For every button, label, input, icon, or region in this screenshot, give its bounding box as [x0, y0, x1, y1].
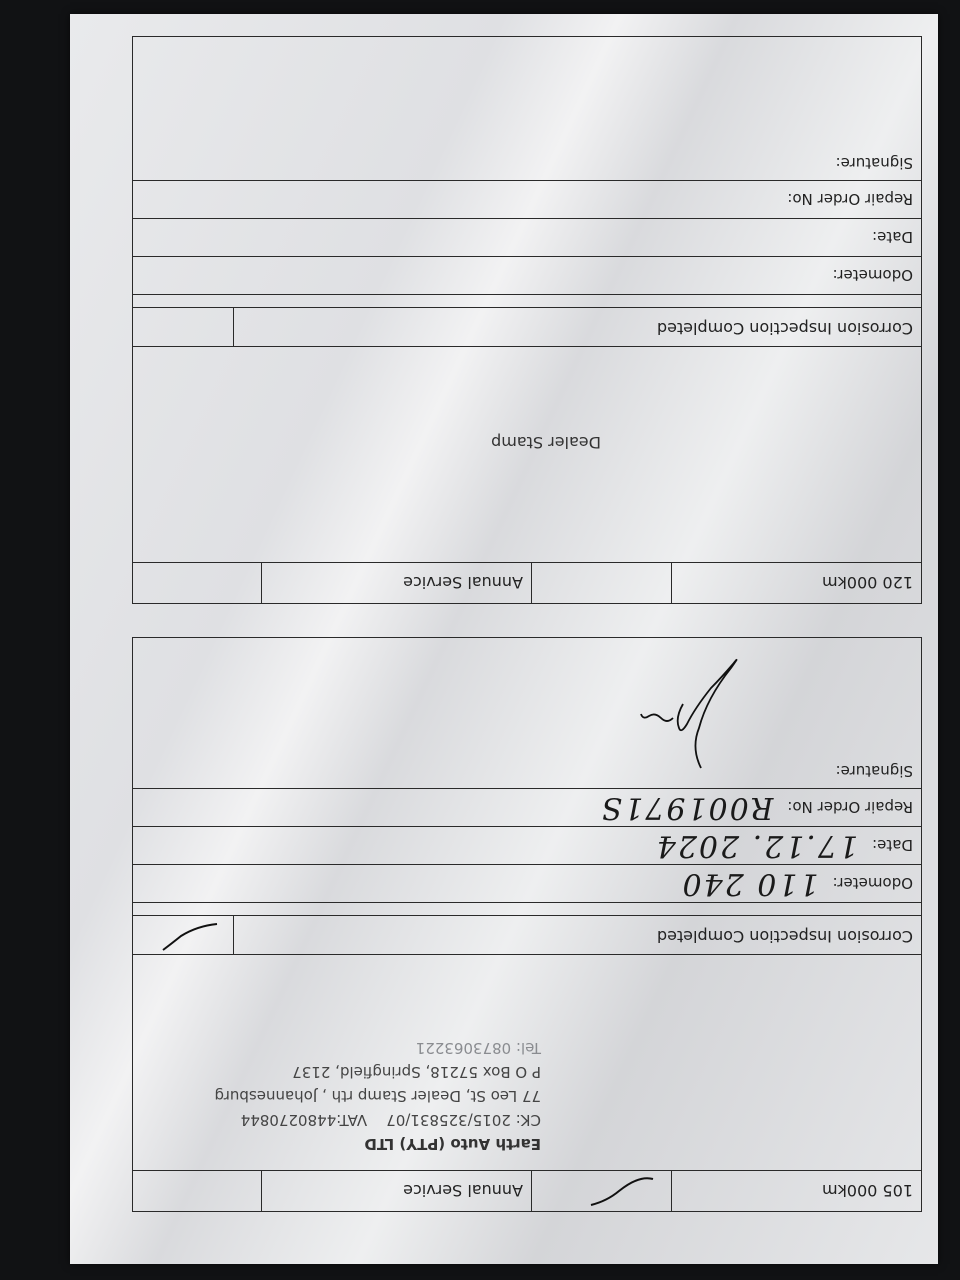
corrosion-label: Corrosion Inspection Completed: [656, 927, 913, 946]
corrosion-check-box: [133, 916, 234, 954]
repair-order-label: Repair Order No:: [787, 190, 913, 209]
stamp-ck-vat: [214, 1108, 541, 1132]
spacer-row: [133, 294, 921, 307]
stamp-company: Earth Auto (PTY) LTD: [364, 1135, 541, 1153]
check-mark-icon: [537, 1173, 667, 1209]
service-header: [133, 562, 921, 603]
service-booklet-page: [70, 14, 938, 1264]
service-record-105000: [132, 637, 922, 1212]
dealer-stamp: [214, 1036, 541, 1156]
odometer-row: [133, 256, 921, 294]
repair-order-handwritten-value: R001971S: [599, 790, 774, 825]
dealer-stamp-label: Dealer Stamp: [491, 433, 601, 452]
corrosion-row: [133, 307, 921, 346]
signature-row: [133, 638, 921, 788]
date-row: [133, 218, 921, 256]
check-mark-icon: [133, 918, 233, 954]
service-tick-box: [531, 1171, 671, 1211]
stamp-tel: Tel: 0873063221: [415, 1039, 541, 1057]
date-handwritten-value: 17.12. 2024: [654, 828, 859, 863]
rotated-document: [70, 14, 938, 1264]
spacer-row: [133, 902, 921, 915]
service-type-label: Annual Service: [261, 1171, 531, 1211]
service-empty-cell: [133, 1171, 261, 1211]
stamp-po-box: P O Box 57218, Springfield, 2137: [292, 1063, 541, 1081]
service-record-120000: [132, 36, 922, 604]
corrosion-check-box: [133, 308, 234, 346]
odometer-row: [133, 864, 921, 902]
handwritten-signature: [571, 648, 791, 788]
service-header: [133, 1170, 921, 1211]
repair-order-row: [133, 788, 921, 826]
date-label: Date:: [872, 228, 913, 247]
signature-row: [133, 30, 921, 180]
signature-label: Signature:: [835, 762, 913, 780]
stamp-vat: VAT:4480270844: [240, 1111, 368, 1129]
signature-label: Signature:: [835, 154, 913, 172]
dealer-stamp-area: [133, 346, 921, 562]
stamp-address: 77 Leo St, Dealer Stamp rth , Johannesburg: [214, 1087, 541, 1105]
corrosion-row: [133, 915, 921, 954]
service-empty-cell: [133, 563, 261, 603]
repair-order-label: Repair Order No:: [787, 798, 913, 817]
service-tick-box: [531, 563, 671, 603]
repair-order-row: [133, 180, 921, 218]
service-km: 105 000km: [671, 1171, 921, 1211]
odometer-label: Odometer:: [832, 266, 913, 285]
corrosion-label: Corrosion Inspection Completed: [656, 319, 913, 338]
service-type-label: Annual Service: [261, 563, 531, 603]
date-label: Date:: [872, 836, 913, 855]
stamp-ck: CK: 2015/325831/07: [386, 1111, 541, 1129]
date-row: [133, 826, 921, 864]
dealer-stamp-area: [133, 954, 921, 1170]
odometer-label: Odometer:: [832, 874, 913, 893]
service-km: 120 000km: [671, 563, 921, 603]
odometer-handwritten-value: 110 240: [680, 866, 819, 901]
